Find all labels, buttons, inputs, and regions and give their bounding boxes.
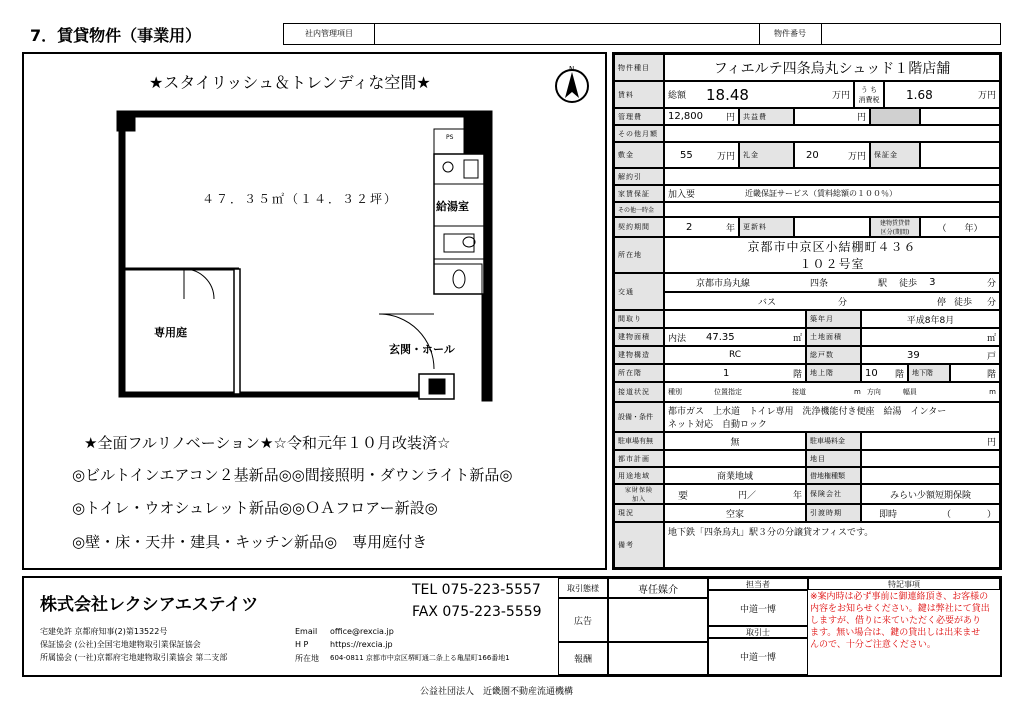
land-cat-label: 地目: [806, 450, 861, 467]
propno-value: [821, 24, 1000, 44]
agent-label: 取引士: [708, 626, 808, 638]
contract-value: 2: [686, 221, 693, 233]
renew-label: 更新料: [739, 217, 794, 237]
area-cell: 内法 47.35 ㎡: [664, 328, 806, 346]
contract-cell: 2 年: [664, 217, 739, 237]
below-value: 階: [950, 364, 1000, 382]
structure-value: RC: [664, 346, 806, 364]
cancel-value: [664, 168, 1000, 185]
ad-label: 広告: [558, 598, 608, 642]
walk-min: 3: [929, 277, 936, 288]
floor-plan: [24, 54, 609, 434]
handover-cell: 即時 （ ）: [861, 504, 1000, 522]
deposit-value: 55: [680, 149, 693, 161]
rent-label: 賃料: [614, 81, 664, 108]
units-label: 総戸数: [806, 346, 861, 364]
contract-label: 契約期間: [614, 217, 664, 237]
insurance-cell: 要 円／ 年: [664, 484, 806, 504]
transport-label: 交通: [614, 273, 664, 310]
email-label: Email: [295, 627, 318, 636]
hp-label: H P: [295, 640, 309, 649]
insurance-value: 要: [678, 490, 688, 502]
handover-label: 引渡時期: [806, 504, 861, 522]
mgmt-fee-cell: 12,800 円: [664, 108, 739, 125]
floor-value: 1: [723, 367, 730, 379]
built-value: 平成8年8月: [861, 310, 1000, 328]
above-label: 地上階: [806, 364, 861, 382]
key-money-cell: 20 万円: [794, 142, 870, 168]
ad-value: [608, 598, 708, 642]
land-rights-label: 借地権種類: [806, 467, 861, 484]
flyer-line-1: ★全面フルリノベーション★☆令和元年１０月改装済☆: [84, 434, 451, 452]
layout-label: 間取り: [614, 310, 664, 328]
agent-name: 中道一博: [708, 638, 808, 675]
zoning-value: 商業地域: [664, 467, 806, 484]
common-fee-value: 円: [794, 108, 870, 125]
flyer-line-2: ◎ビルトインエアコン２基新品◎◎間接照明・ダウンライト新品◎: [72, 466, 513, 484]
company-fax: FAX 075-223-5559: [412, 604, 542, 620]
handover-value: 即時: [879, 509, 898, 520]
fee-value: [608, 642, 708, 675]
land-area-value: ㎡: [861, 328, 1000, 346]
station-name: 四条: [810, 279, 829, 289]
notes-label: 特記事項: [808, 578, 1000, 590]
equip-cell: [664, 402, 1000, 432]
flyer-line-4: ◎壁・床・天井・建具・キッチン新品◎ 専用庭付き: [72, 533, 428, 551]
area-value: 47.35: [706, 331, 735, 343]
blank-cell: [920, 108, 1000, 125]
room-entrance: 玄関・ホール: [389, 343, 455, 356]
road-label: 接道状況: [614, 382, 664, 402]
city-plan-value: [664, 450, 806, 467]
tax-value: 1.68: [906, 87, 933, 102]
land-rights-value: [861, 467, 1000, 484]
notes-text: ※案内時は必ず事前に御連絡頂き、お客様の 内容をお知らせください。鍵は弊社にて貸出 しますが、借りに来ていただく必要があり ます。無い場合は、鍵の貸出しは出来ませ んので、十分ご注意ください。: [810, 592, 990, 650]
cancel-label: 解約引: [614, 168, 664, 185]
renew-value: [794, 217, 870, 237]
guarantee-label: 保証金: [870, 142, 920, 168]
staff-label: 担当者: [708, 578, 808, 590]
tax-unit: 万円: [977, 91, 996, 101]
member-assoc: 所属協会 (一社)京都府宅地建物取引業協会 第二支部: [40, 653, 228, 662]
transport-row-1: 京都市烏丸線 四条 駅 徒歩 3 分: [664, 273, 1000, 292]
deposit-cell: 55 万円: [664, 142, 739, 168]
mgmt-label: 社内管理項目: [284, 24, 375, 44]
insurance-company-label: 保険会社: [806, 484, 861, 504]
other-monthly-value: [664, 125, 1000, 142]
rent-unit: 万円: [831, 91, 850, 101]
road-cell: 種別 位置指定 接道 m 方向 幅員 m: [664, 382, 1000, 402]
status-value: 空家: [664, 504, 806, 522]
guarantee-assoc: 保証協会 (公社)全国宅地建物取引業保証協会: [40, 640, 201, 649]
email-link[interactable]: office@rexcia.jp: [330, 627, 394, 636]
rent-guarantee-value: 加入要: [668, 190, 696, 200]
building-lease-label: 建物賃貸借 区分(期間): [870, 217, 920, 237]
flyer-headline: ★スタイリッシュ＆トレンディな空間★: [149, 73, 431, 92]
ps-label: PS: [446, 134, 454, 141]
land-area-label: 土地面積: [806, 328, 861, 346]
flyer-panel: [22, 52, 607, 570]
blank-cell: [870, 108, 920, 125]
name-label: 物件種目: [614, 54, 664, 81]
floor-cell: 1 階: [664, 364, 806, 382]
common-fee-label: 共益費: [739, 108, 794, 125]
rent-cell: [664, 81, 854, 108]
rent-guarantee-company: 近畿保証サービス（賃料総額の１００％）: [745, 189, 898, 198]
mgmt-value: [374, 24, 760, 44]
units-cell: 39 戸: [861, 346, 1000, 364]
units-value: 39: [907, 349, 920, 361]
rent-guarantee-cell: [664, 185, 1000, 202]
parking-label: 駐車場有無: [614, 432, 664, 450]
license: 宅建免許 京都府知事(2)第13522号: [40, 627, 168, 636]
address-cell: [664, 237, 1000, 273]
insurance-label: 家財保険 加入: [614, 484, 664, 504]
header-fields: [283, 23, 1001, 45]
page-title: 7．賃貸物件（事業用）: [30, 26, 202, 45]
city-plan-label: 都市計画: [614, 450, 664, 467]
company-name: 株式会社レクシアエステイツ: [40, 595, 259, 615]
compass-n: N: [569, 65, 575, 73]
guarantee-value: [920, 142, 1000, 168]
insurance-company: みらい少額短期保険: [861, 484, 1000, 504]
hp-link[interactable]: https://rexcia.jp: [330, 640, 393, 649]
company-tel: TEL 075-223-5557: [412, 582, 541, 598]
flyer-line-3: ◎トイレ・ウオシュレット新品◎◎ＯＡフロアー新設◎: [72, 499, 438, 517]
staff-name: 中道一博: [708, 590, 808, 626]
equip-line-1: 都市ガス 上水道 トイレ専用 洗浄機能付き便座 給湯 インター: [668, 407, 947, 417]
above-cell: 10 階: [861, 364, 908, 382]
mgmt-fee-label: 管理費: [614, 108, 664, 125]
parking-fee-value: 円: [861, 432, 1000, 450]
rent-guarantee-label: 家賃保証: [614, 185, 664, 202]
parking-value: 無: [664, 432, 806, 450]
remarks-value: 地下鉄「四条烏丸」駅３分の分譲貸オフィスです。: [664, 522, 1000, 568]
parking-fee-label: 駐車場料金: [806, 432, 861, 450]
floor-label: 所在階: [614, 364, 664, 382]
other-once-label: その他一時金: [614, 202, 664, 217]
key-money-label: 礼金: [739, 142, 794, 168]
property-name: フィエルテ四条烏丸シュッド１階店舗: [664, 54, 1000, 81]
company-address: 604-0811 京都市中京区堺町通二条上る亀屋町166番地1: [330, 654, 510, 662]
room-garden: 専用庭: [154, 326, 187, 339]
land-cat-value: [861, 450, 1000, 467]
zoning-label: 用途地域: [614, 467, 664, 484]
address-line-2: １０２号室: [799, 257, 865, 271]
structure-label: 建物構造: [614, 346, 664, 364]
equip-line-2: ネット対応 自動ロック: [668, 420, 767, 430]
key-money-value: 20: [806, 149, 819, 161]
transport-row-2: バス 分 停 徒歩 分: [664, 292, 1000, 310]
remarks-label: 備考: [614, 522, 664, 568]
association-footer: 公益社団法人 近畿圏不動産流通機構: [420, 687, 574, 697]
fee-label: 報酬: [558, 642, 608, 675]
address-line-1: 京都市中京区小結棚町４３６: [747, 240, 917, 254]
other-monthly-label: その他月額: [614, 125, 664, 142]
line-name: 京都市烏丸線: [696, 279, 751, 289]
deal-value: 専任媒介: [608, 578, 708, 598]
deposit-label: 敷金: [614, 142, 664, 168]
tax-label: う ち 消費税: [854, 81, 884, 108]
room-kitchen: 給湯室: [436, 200, 469, 213]
other-once-value: [664, 202, 1000, 217]
rent-value: 18.48: [706, 85, 749, 104]
mgmt-fee-value: 12,800: [668, 111, 703, 122]
propno-label: 物件番号: [759, 24, 822, 44]
building-lease-value: （ 年）: [920, 217, 1000, 237]
area-text: ４７．３５㎡（１４．３２坪）: [202, 192, 399, 206]
status-label: 現況: [614, 504, 664, 522]
layout-value: [664, 310, 806, 328]
deal-label: 取引態様: [558, 578, 608, 598]
address-label: 所在地: [614, 237, 664, 273]
above-value: 10: [865, 367, 878, 379]
area-label: 建物面積: [614, 328, 664, 346]
below-label: 地下階: [908, 364, 950, 382]
addr-label: 所在地: [295, 654, 319, 663]
equip-label: 設備・条件: [614, 402, 664, 432]
tax-cell: [884, 81, 1000, 108]
built-label: 築年月: [806, 310, 861, 328]
rent-total-label: 総額: [668, 91, 687, 101]
